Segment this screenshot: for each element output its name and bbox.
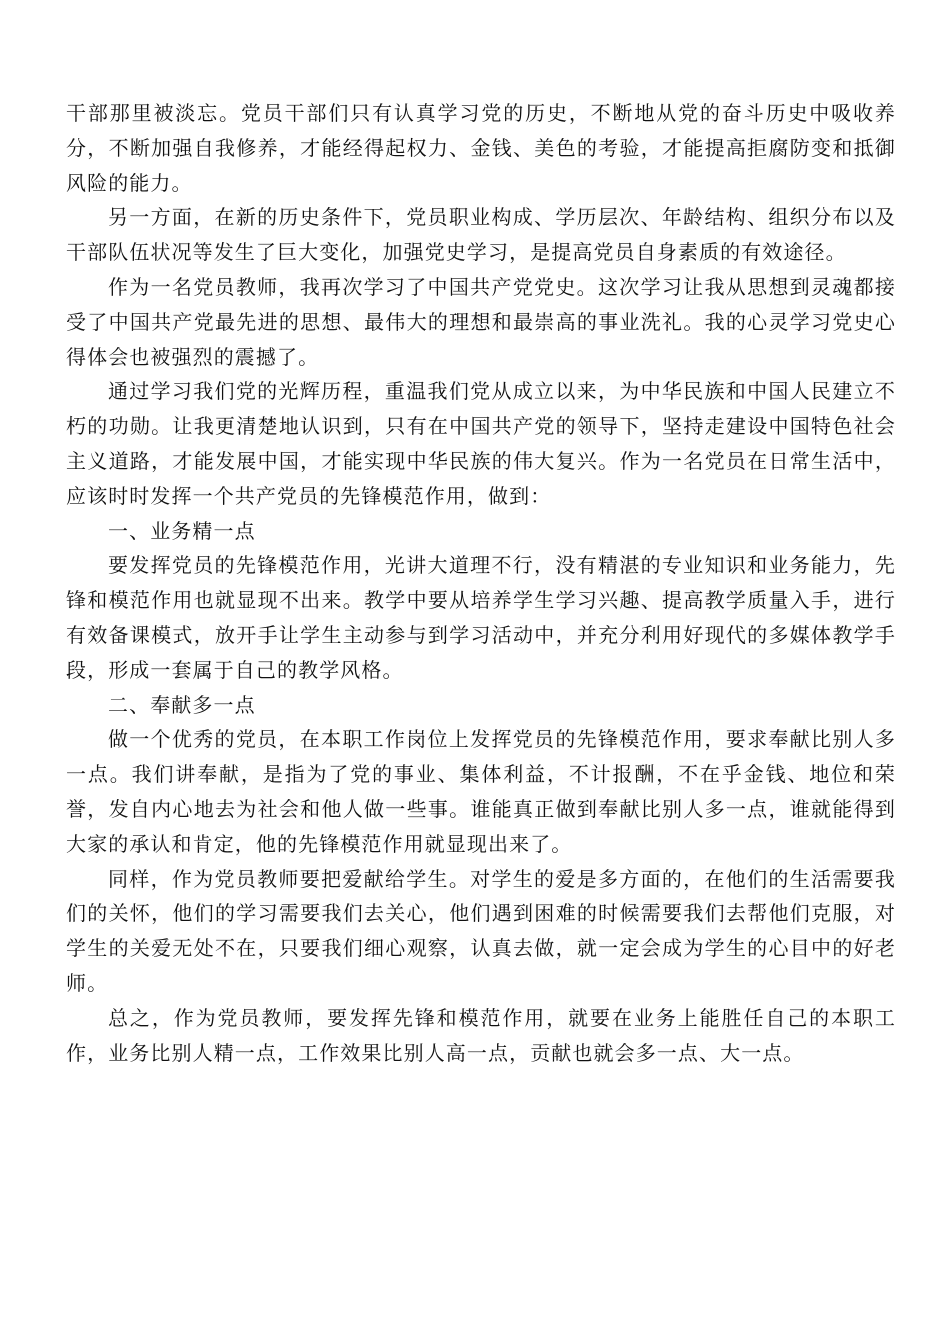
section-heading-business: 一、业务精一点	[108, 518, 256, 543]
paragraph-continuation: 干部那里被淡忘。党员干部们只有认真学习党的历史，不断地从党的奋斗历史中吸收养分，不断加强自我修养，才能经得起权力、金钱、美色的考验，才能提高拒腐防变和抵御风险的能力。	[66, 101, 896, 195]
paragraph-teacher-study: 作为一名党员教师，我再次学习了中国共产党党史。这次学习让我从思想到灵魂都接受了中国共产党最先进的思想、最伟大的理想和最崇高的事业洗礼。我的心灵学习党史心得体会也被强烈的震撼了。	[66, 274, 896, 369]
paragraph-conclusion: 总之，作为党员教师，要发挥先锋和模范作用，就要在业务上能胜任自己的本职工作，业务比别人精一点，工作效果比别人高一点，贡献也就会多一点、大一点。	[66, 1005, 896, 1065]
paragraph-love-students: 同样，作为党员教师要把爱献给学生。对学生的爱是多方面的，在他们的生活需要我们的关怀，他们的学习需要我们去关心，他们遇到困难的时候需要我们去帮他们克服，对学生的关爱无处不在，只要我们细心观察，认真去做，就一定会成为学生的心目中的好老师。	[66, 866, 896, 995]
paragraph-learning-conditions: 另一方面，在新的历史条件下，党员职业构成、学历层次、年龄结构、组织分布以及干部队伍状况等发生了巨大变化，加强党史学习，是提高党员自身素质的有效途径。	[66, 205, 896, 265]
paragraph-dedication: 做一个优秀的党员，在本职工作岗位上发挥党员的先锋模范作用，要求奉献比别人多一点。我们讲奉献，是指为了党的事业、集体利益，不计报酬，不在乎金钱、地位和荣誉，发自内心地去为社会和他人做一些事。谁能真正做到奉献比别人多一点，谁就能得到大家的承认和肯定，他的先锋模范作用就显现出来了。	[66, 727, 896, 856]
paragraph-business: 要发挥党员的先锋模范作用，光讲大道理不行，没有精湛的专业知识和业务能力，先锋和模范作用也就显现不出来。教学中要从培养学生学习兴趣、提高教学质量入手，进行有效备课模式，放开手让学生主动参与到学习活动中，并充分利用好现代的多媒体教学手段，形成一套属于自己的教学风格。	[66, 553, 896, 682]
section-heading-dedication: 二、奉献多一点	[108, 692, 256, 717]
document-body	[66, 96, 896, 1070]
paragraph-glorious-history: 通过学习我们党的光辉历程，重温我们党从成立以来，为中华民族和中国人民建立不朽的功勋。让我更清楚地认识到，只有在中国共产党的领导下，坚持走建设中国特色社会主义道路，才能发展中国，才能实现中华民族的伟大复兴。作为一名党员在日常生活中，应该时时发挥一个共产党员的先锋模范作用，做到：	[66, 379, 896, 508]
